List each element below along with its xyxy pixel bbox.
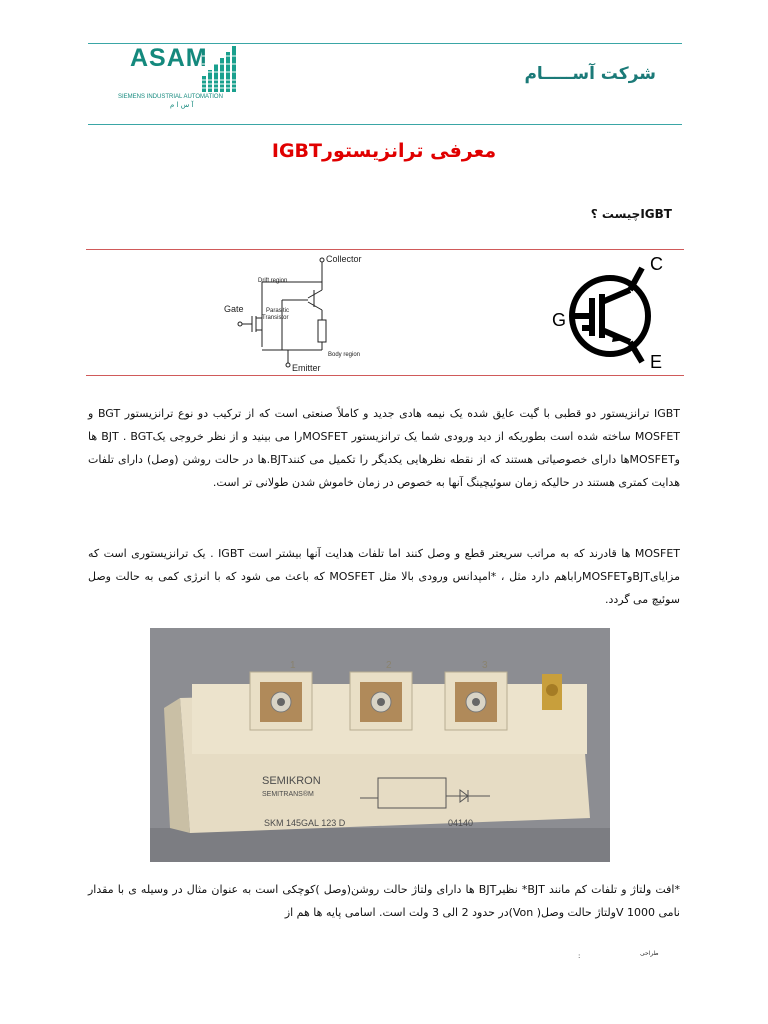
diagram-bottom-rule	[86, 375, 684, 376]
igbt-module-photo	[150, 628, 610, 862]
module-series: SEMITRANS®M	[262, 791, 314, 798]
page-title: معرفی ترانزیستورIGBT	[271, 140, 497, 162]
symbol-g-label: G	[552, 310, 567, 330]
transistor-label: Transistor	[262, 315, 289, 321]
pin3-label: 3	[482, 660, 488, 671]
symbol-e-label: E	[650, 352, 663, 372]
igbt-equivalent-circuit	[222, 252, 382, 382]
igbt-symbol	[550, 250, 670, 374]
pin2-label: 2	[386, 660, 392, 671]
company-name: شرکت آســـــام	[524, 64, 656, 84]
emitter-label: Emitter	[292, 363, 321, 373]
parasitic-label: Parasitic	[266, 308, 290, 314]
paragraph-low-loss: *افت ولتاژ و تلفات کم مانند BJT* نظیرBJT ها دارای ولتاژ حالت روشن(وصل )کوچکی است به عنوان مثال در وسیله ی با مقدار نامی 1000 Vولتاژ حالت وصل( Von)در حدود 2 الی 3 ولت است. اسامی پایه ها هم از	[88, 883, 680, 919]
logo-text: ASAM	[130, 44, 208, 72]
logo-persian: آ س ا م	[170, 101, 194, 109]
module-brand: SEMIKRON	[262, 775, 321, 787]
symbol-c-label: C	[650, 254, 663, 274]
body-region-label: Body region	[328, 352, 361, 358]
logo-subtitle: SIEMENS INDUSTRIAL AUTOMATION	[118, 94, 223, 100]
module-part-number: SKM 145GAL 123 D	[264, 818, 346, 828]
gate-label: Gate	[224, 304, 244, 314]
module-code: 04140	[448, 818, 474, 828]
section-question: IGBTچیست ؟	[590, 207, 672, 221]
header-bottom-rule	[88, 124, 682, 125]
asam-logo	[118, 44, 254, 122]
footer-designer-label: طراحی	[640, 950, 659, 957]
drift-region-label: Drift region	[258, 278, 288, 284]
logo-bars-icon	[202, 46, 242, 94]
footer-colon: :	[578, 952, 581, 960]
paragraph-igbt-intro: IGBT ترانزیستور دو قطبی با گیت عایق شده یک نیمه هادی جدید و کاملاً صنعتی است که از ترکیب دو نوع ترانزیستور BGT و MOSFET ساخته شده است بطوریکه از دید ورودی شما یک ترانزیستور MOSFETرا می بینید و از نظر خروجی یکBJT . BGT ها وMOSFETها دارای خصوصیاتی هستند که از نقطه نظرهایی یکدیگر را تکمیل می کنندBJT.ها در حالت روشن (وصل) دارای تلفات هدایت کمتری هستند در حالیکه زمان سوئیچینگ آنها به خصوص در زمان خاموش شدن طولانی تر است.	[88, 407, 680, 489]
paragraph-mosfet: MOSFET ها قادرند که به مراتب سریعتر قطع و وصل کنند اما تلفات هدایت آنها بیشتر است IGBT . یک ترانزیستوری است که مزایایBJTوMOSFETراباهم دارد مثل ، *امپدانس ورودی بالا مثل MOSFET که باعث می شود که با انرژی کمی به حالت وصل سوئیچ می گردد.	[88, 547, 681, 606]
collector-label: Collector	[326, 254, 362, 264]
pin1-label: 1	[290, 660, 296, 671]
